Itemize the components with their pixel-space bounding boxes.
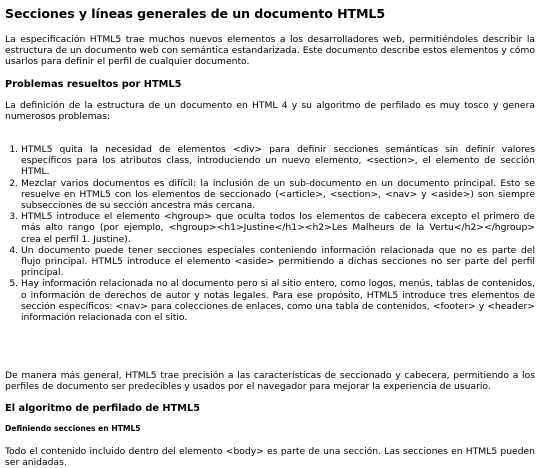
problems-list xyxy=(5,144,535,323)
defining-sections-heading: Definiendo secciones en HTML5 xyxy=(5,423,141,433)
algorithm-heading: El algoritmo de perfilado de HTML5 xyxy=(5,402,201,414)
summary-paragraph: De manera más general, HTML5 trae precisión a las características de seccionado y cabecera, permitiendo a los perfiles de documento ser predecibles y usados por el navegador para mejorar la experiencia de usuario. xyxy=(5,370,535,393)
problems-paragraph: La definición de la estructura de un documento en HTML 4 y su algoritmo de perfilado es muy tosco y genera numerosos problemas: xyxy=(5,99,535,122)
list-item: 5. Hay información relacionada no al documento pero si al sitio entero, como logos, menús, tablas de contenidos, o información de derechos de autor y notas legales. Para ese propósito, HTML5 introduce tres elementos de sección específicos: <nav> para colecciones de enlaces, como una tabla de contenidos, <footer> y <header> información relacionada con el sitio. xyxy=(21,278,535,323)
problems-heading: Problemas resueltos por HTML5 xyxy=(5,78,182,90)
intro-paragraph: La especificación HTML5 trae muchos nuevos elementos a los desarrolladores web, permitiéndoles describir la estructura de un documento web con semántica estandarizada. Este documento describe estos elementos y cómo usarlos para definir el perfil de cualquier documento. xyxy=(5,34,535,68)
sections-paragraph: Todo el contenido incluido dentro del elemento <body> es parte de una sección. Las secciones en HTML5 pueden ser anidadas. xyxy=(5,445,535,468)
document-content xyxy=(0,5,540,468)
list-item: 4. Un documento puede tener secciones especiales conteniendo información relacionada que no es parte del flujo principal. HTML5 introduce el elemento <aside> permitiendo a dichas secciones no ser parte del perfil principal. xyxy=(21,245,535,279)
page-title: Secciones y líneas generales de un documento HTML5 xyxy=(5,6,386,21)
list-item: 1. HTML5 quita la necesidad de elementos <div> para definir secciones semánticas sin definir valores específicos para los atributos class, introduciendo un nuevo elemento, <section>, el elemento de sección HTML. xyxy=(21,144,535,178)
list-item: 3. HTML5 introduce el elemento <hgroup> que oculta todos los elementos de cabecera excepto el primero de más alto rango (por ejemplo, <hgroup><h1>Justine</h1><h2>Les Malheurs de la Vertu</h2></hgroup> crea el perfil 1. Justine). xyxy=(21,211,535,245)
list-item: 2. Mezclar varios documentos es difícil: la inclusión de un sub-documento en un documento principal. Esto se resuelve en HTML5 con los elementos de seccionado (<article>, <section>, <nav> y <aside>) son siempre subsecciones de su sección ancestra más cercana. xyxy=(21,178,535,212)
